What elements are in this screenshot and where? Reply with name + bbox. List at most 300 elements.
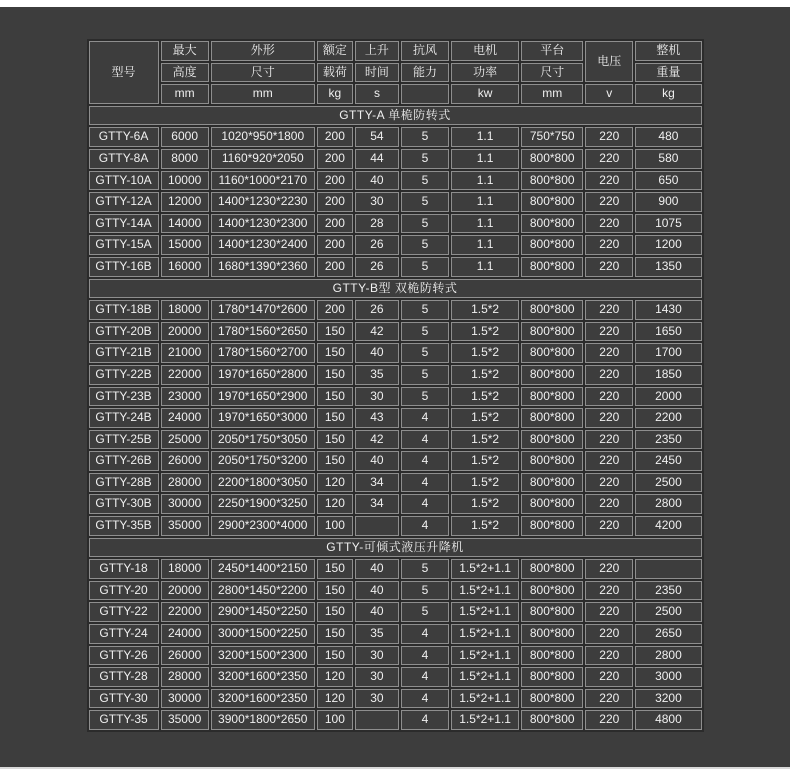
value-cell: 800*800 [521, 451, 583, 471]
model-cell: GTTY-20B [89, 322, 159, 342]
value-cell: 4 [401, 451, 449, 471]
model-cell: GTTY-23B [89, 387, 159, 407]
table-row [89, 322, 702, 342]
value-cell: 1.1 [451, 235, 519, 255]
value-cell: 220 [585, 300, 633, 320]
value-cell: 1.5*2+1.1 [451, 581, 519, 601]
value-cell: 800*800 [521, 171, 583, 191]
value-cell: 2500 [635, 473, 701, 493]
value-cell: 220 [585, 149, 633, 169]
value-cell: 1780*1470*2600 [211, 300, 315, 320]
value-cell: 150 [317, 387, 353, 407]
value-cell: 2050*1750*3200 [211, 451, 315, 471]
value-cell: 35000 [161, 516, 209, 536]
value-cell: 220 [585, 322, 633, 342]
value-cell: 220 [585, 430, 633, 450]
value-cell: 800*800 [521, 322, 583, 342]
value-cell: 800*800 [521, 624, 583, 644]
header-top: 外形 [211, 41, 315, 61]
table-row [89, 387, 702, 407]
value-cell: 1.5*2+1.1 [451, 646, 519, 666]
value-cell: 5 [401, 365, 449, 385]
value-cell: 1.5*2+1.1 [451, 602, 519, 622]
value-cell: 30000 [161, 689, 209, 709]
value-cell: 220 [585, 559, 633, 579]
value-cell: 150 [317, 343, 353, 363]
value-cell: 150 [317, 646, 353, 666]
value-cell: 14000 [161, 214, 209, 234]
header-top: 上升 [355, 41, 399, 61]
value-cell: 1.1 [451, 127, 519, 147]
value-cell: 2500 [635, 602, 701, 622]
value-cell: 2650 [635, 624, 701, 644]
value-cell: 40 [355, 451, 399, 471]
value-cell: 40 [355, 559, 399, 579]
value-cell: 580 [635, 149, 701, 169]
value-cell: 1.5*2 [451, 365, 519, 385]
table-row [89, 235, 702, 255]
model-cell: GTTY-24 [89, 624, 159, 644]
model-cell: GTTY-22B [89, 365, 159, 385]
value-cell [355, 516, 399, 536]
value-cell: 16000 [161, 257, 209, 277]
value-cell: 10000 [161, 171, 209, 191]
value-cell: 30000 [161, 494, 209, 514]
value-cell: 100 [317, 710, 353, 730]
value-cell: 42 [355, 430, 399, 450]
value-cell: 1075 [635, 214, 701, 234]
value-cell: 220 [585, 473, 633, 493]
value-cell: 3200*1600*2350 [211, 667, 315, 687]
value-cell: 800*800 [521, 430, 583, 450]
table-row [89, 516, 702, 536]
header-bottom: 功率 [451, 63, 519, 83]
model-cell: GTTY-20 [89, 581, 159, 601]
value-cell: 1.1 [451, 171, 519, 191]
value-cell: 4 [401, 408, 449, 428]
value-cell: 1.5*2 [451, 494, 519, 514]
value-cell: 1020*950*1800 [211, 127, 315, 147]
model-cell: GTTY-10A [89, 171, 159, 191]
table-row [89, 257, 702, 277]
value-cell: 18000 [161, 300, 209, 320]
value-cell: 8000 [161, 149, 209, 169]
value-cell: 1.5*2+1.1 [451, 667, 519, 687]
value-cell: 26 [355, 257, 399, 277]
value-cell: 1430 [635, 300, 701, 320]
value-cell: 24000 [161, 624, 209, 644]
value-cell: 200 [317, 127, 353, 147]
table-row [89, 581, 702, 601]
table-row [89, 451, 702, 471]
value-cell: 54 [355, 127, 399, 147]
value-cell: 1970*1650*3000 [211, 408, 315, 428]
value-cell: 5 [401, 192, 449, 212]
section-title: GTTY-可倾式液压升降机 [89, 538, 702, 558]
value-cell: 150 [317, 451, 353, 471]
value-cell: 35 [355, 624, 399, 644]
model-cell: GTTY-24B [89, 408, 159, 428]
value-cell: 26000 [161, 451, 209, 471]
value-cell: 6000 [161, 127, 209, 147]
value-cell: 3900*1800*2650 [211, 710, 315, 730]
header-unit: mm [521, 84, 583, 104]
table-row [89, 559, 702, 579]
value-cell: 2800*1450*2200 [211, 581, 315, 601]
value-cell: 1680*1390*2360 [211, 257, 315, 277]
value-cell: 220 [585, 127, 633, 147]
value-cell: 150 [317, 430, 353, 450]
spec-table [87, 39, 704, 732]
value-cell: 220 [585, 451, 633, 471]
model-cell: GTTY-22 [89, 602, 159, 622]
table-row [89, 602, 702, 622]
value-cell: 1.1 [451, 257, 519, 277]
model-cell: GTTY-15A [89, 235, 159, 255]
value-cell: 800*800 [521, 473, 583, 493]
section-title: GTTY-A 单桅防转式 [89, 106, 702, 126]
value-cell: 2800 [635, 646, 701, 666]
section-title: GTTY-B型 双桅防转式 [89, 279, 702, 299]
header-bottom: 时间 [355, 63, 399, 83]
value-cell: 5 [401, 602, 449, 622]
value-cell: 34 [355, 473, 399, 493]
value-cell: 800*800 [521, 300, 583, 320]
value-cell: 800*800 [521, 667, 583, 687]
header-unit-voltage: v [585, 84, 633, 104]
value-cell: 5 [401, 300, 449, 320]
value-cell: 3000 [635, 667, 701, 687]
header-top: 额定 [317, 41, 353, 61]
value-cell: 800*800 [521, 192, 583, 212]
value-cell: 200 [317, 149, 353, 169]
value-cell: 800*800 [521, 710, 583, 730]
value-cell: 200 [317, 214, 353, 234]
value-cell: 220 [585, 235, 633, 255]
value-cell: 100 [317, 516, 353, 536]
value-cell: 26 [355, 300, 399, 320]
value-cell: 1200 [635, 235, 701, 255]
value-cell: 120 [317, 689, 353, 709]
value-cell: 1.5*2+1.1 [451, 559, 519, 579]
value-cell: 2450 [635, 451, 701, 471]
value-cell: 2000 [635, 387, 701, 407]
value-cell: 480 [635, 127, 701, 147]
value-cell: 28000 [161, 473, 209, 493]
value-cell: 5 [401, 171, 449, 191]
header-top: 抗风 [401, 41, 449, 61]
model-cell: GTTY-26 [89, 646, 159, 666]
value-cell: 2200*1800*3050 [211, 473, 315, 493]
value-cell: 1.1 [451, 149, 519, 169]
value-cell: 120 [317, 473, 353, 493]
value-cell: 1.5*2+1.1 [451, 624, 519, 644]
value-cell: 200 [317, 192, 353, 212]
value-cell: 1970*1650*2900 [211, 387, 315, 407]
value-cell: 1.5*2 [451, 408, 519, 428]
value-cell: 1.5*2 [451, 451, 519, 471]
value-cell: 2050*1750*3050 [211, 430, 315, 450]
value-cell: 1.5*2 [451, 473, 519, 493]
value-cell: 30 [355, 689, 399, 709]
value-cell: 22000 [161, 602, 209, 622]
value-cell: 150 [317, 581, 353, 601]
header-bottom: 尺寸 [521, 63, 583, 83]
value-cell: 15000 [161, 235, 209, 255]
value-cell: 5 [401, 387, 449, 407]
value-cell: 21000 [161, 343, 209, 363]
value-cell: 220 [585, 387, 633, 407]
value-cell: 220 [585, 365, 633, 385]
value-cell: 4 [401, 646, 449, 666]
value-cell: 5 [401, 559, 449, 579]
value-cell: 30 [355, 192, 399, 212]
value-cell: 1350 [635, 257, 701, 277]
value-cell: 900 [635, 192, 701, 212]
value-cell: 150 [317, 602, 353, 622]
table-row [89, 624, 702, 644]
table-row [89, 214, 702, 234]
value-cell: 150 [317, 408, 353, 428]
value-cell: 220 [585, 710, 633, 730]
value-cell: 1400*1230*2230 [211, 192, 315, 212]
value-cell: 30 [355, 387, 399, 407]
value-cell: 650 [635, 171, 701, 191]
value-cell: 20000 [161, 581, 209, 601]
table-row [89, 646, 702, 666]
value-cell: 28000 [161, 667, 209, 687]
value-cell: 42 [355, 322, 399, 342]
value-cell: 5 [401, 322, 449, 342]
value-cell: 1.5*2 [451, 516, 519, 536]
table-row [89, 494, 702, 514]
value-cell: 150 [317, 365, 353, 385]
header-model: 型号 [89, 41, 159, 104]
value-cell: 220 [585, 581, 633, 601]
header-unit: kg [635, 84, 701, 104]
value-cell: 220 [585, 257, 633, 277]
value-cell: 4 [401, 494, 449, 514]
value-cell: 2450*1400*2150 [211, 559, 315, 579]
value-cell: 1.1 [451, 214, 519, 234]
value-cell: 1400*1230*2300 [211, 214, 315, 234]
value-cell: 4 [401, 473, 449, 493]
table-row [89, 300, 702, 320]
value-cell: 5 [401, 127, 449, 147]
value-cell: 220 [585, 516, 633, 536]
value-cell: 12000 [161, 192, 209, 212]
value-cell: 220 [585, 494, 633, 514]
value-cell: 800*800 [521, 235, 583, 255]
value-cell: 1.5*2+1.1 [451, 710, 519, 730]
model-cell: GTTY-35 [89, 710, 159, 730]
value-cell: 2900*1450*2250 [211, 602, 315, 622]
header-unit: kw [451, 84, 519, 104]
model-cell: GTTY-28 [89, 667, 159, 687]
value-cell: 20000 [161, 322, 209, 342]
model-cell: GTTY-6A [89, 127, 159, 147]
value-cell: 2200 [635, 408, 701, 428]
header-unit: mm [211, 84, 315, 104]
value-cell: 200 [317, 171, 353, 191]
header-top: 最大 [161, 41, 209, 61]
value-cell: 22000 [161, 365, 209, 385]
value-cell: 35 [355, 365, 399, 385]
header-unit: s [355, 84, 399, 104]
value-cell: 24000 [161, 408, 209, 428]
value-cell: 3200 [635, 689, 701, 709]
value-cell: 200 [317, 257, 353, 277]
table-row [89, 127, 702, 147]
value-cell [355, 710, 399, 730]
value-cell: 5 [401, 257, 449, 277]
value-cell: 800*800 [521, 257, 583, 277]
value-cell: 1160*1000*2170 [211, 171, 315, 191]
value-cell: 220 [585, 602, 633, 622]
value-cell: 5 [401, 149, 449, 169]
table-row [89, 689, 702, 709]
value-cell: 150 [317, 559, 353, 579]
model-cell: GTTY-28B [89, 473, 159, 493]
value-cell: 220 [585, 343, 633, 363]
value-cell: 800*800 [521, 516, 583, 536]
table-row [89, 408, 702, 428]
value-cell: 1160*920*2050 [211, 149, 315, 169]
value-cell: 220 [585, 171, 633, 191]
value-cell: 2800 [635, 494, 701, 514]
value-cell [635, 559, 701, 579]
value-cell: 1780*1560*2700 [211, 343, 315, 363]
value-cell: 800*800 [521, 214, 583, 234]
value-cell: 25000 [161, 430, 209, 450]
table-row [89, 710, 702, 730]
table-row [89, 192, 702, 212]
model-cell: GTTY-8A [89, 149, 159, 169]
value-cell: 800*800 [521, 559, 583, 579]
value-cell: 800*800 [521, 408, 583, 428]
value-cell: 40 [355, 171, 399, 191]
value-cell: 220 [585, 689, 633, 709]
table-row [89, 667, 702, 687]
value-cell: 5 [401, 343, 449, 363]
value-cell: 30 [355, 667, 399, 687]
value-cell: 5 [401, 235, 449, 255]
value-cell: 1780*1560*2650 [211, 322, 315, 342]
top-white-strip [0, 0, 790, 7]
value-cell: 4800 [635, 710, 701, 730]
value-cell: 4 [401, 667, 449, 687]
value-cell: 4 [401, 689, 449, 709]
value-cell: 3200*1500*2300 [211, 646, 315, 666]
value-cell: 1.5*2 [451, 300, 519, 320]
model-cell: GTTY-14A [89, 214, 159, 234]
model-cell: GTTY-12A [89, 192, 159, 212]
value-cell: 5 [401, 214, 449, 234]
value-cell: 5 [401, 581, 449, 601]
value-cell: 120 [317, 494, 353, 514]
header-top: 电机 [451, 41, 519, 61]
value-cell: 220 [585, 624, 633, 644]
value-cell: 1650 [635, 322, 701, 342]
header-bottom: 载荷 [317, 63, 353, 83]
header-top: 整机 [635, 41, 701, 61]
value-cell: 1.5*2+1.1 [451, 689, 519, 709]
header-bottom: 尺寸 [211, 63, 315, 83]
value-cell: 800*800 [521, 149, 583, 169]
value-cell: 26 [355, 235, 399, 255]
table-row [89, 430, 702, 450]
value-cell: 2250*1900*3250 [211, 494, 315, 514]
value-cell: 2350 [635, 581, 701, 601]
model-cell: GTTY-30 [89, 689, 159, 709]
header-unit: kg [317, 84, 353, 104]
value-cell: 1400*1230*2400 [211, 235, 315, 255]
value-cell: 40 [355, 343, 399, 363]
value-cell: 220 [585, 646, 633, 666]
model-cell: GTTY-25B [89, 430, 159, 450]
model-cell: GTTY-35B [89, 516, 159, 536]
value-cell: 3000*1500*2250 [211, 624, 315, 644]
value-cell: 1.1 [451, 192, 519, 212]
value-cell: 800*800 [521, 602, 583, 622]
value-cell: 30 [355, 646, 399, 666]
value-cell: 4 [401, 516, 449, 536]
table-row [89, 365, 702, 385]
header-bottom: 高度 [161, 63, 209, 83]
value-cell: 220 [585, 214, 633, 234]
value-cell: 150 [317, 322, 353, 342]
value-cell: 800*800 [521, 581, 583, 601]
value-cell: 4 [401, 430, 449, 450]
value-cell: 43 [355, 408, 399, 428]
table-row [89, 343, 702, 363]
value-cell: 18000 [161, 559, 209, 579]
model-cell: GTTY-26B [89, 451, 159, 471]
value-cell: 28 [355, 214, 399, 234]
value-cell: 1.5*2 [451, 387, 519, 407]
header-voltage: 电压 [585, 41, 633, 82]
model-cell: GTTY-30B [89, 494, 159, 514]
value-cell: 150 [317, 624, 353, 644]
value-cell: 2900*2300*4000 [211, 516, 315, 536]
value-cell: 44 [355, 149, 399, 169]
value-cell: 800*800 [521, 387, 583, 407]
value-cell: 40 [355, 602, 399, 622]
value-cell: 1970*1650*2800 [211, 365, 315, 385]
value-cell: 200 [317, 300, 353, 320]
value-cell: 3200*1600*2350 [211, 689, 315, 709]
value-cell: 4 [401, 624, 449, 644]
value-cell: 35000 [161, 710, 209, 730]
value-cell: 120 [317, 667, 353, 687]
value-cell: 220 [585, 667, 633, 687]
value-cell: 2350 [635, 430, 701, 450]
value-cell: 1700 [635, 343, 701, 363]
value-cell: 26000 [161, 646, 209, 666]
value-cell: 40 [355, 581, 399, 601]
table-row [89, 149, 702, 169]
value-cell: 220 [585, 192, 633, 212]
header-unit [401, 84, 449, 104]
value-cell: 800*800 [521, 365, 583, 385]
value-cell: 1.5*2 [451, 322, 519, 342]
model-cell: GTTY-21B [89, 343, 159, 363]
value-cell: 220 [585, 408, 633, 428]
model-cell: GTTY-16B [89, 257, 159, 277]
model-cell: GTTY-18B [89, 300, 159, 320]
value-cell: 800*800 [521, 343, 583, 363]
value-cell: 200 [317, 235, 353, 255]
